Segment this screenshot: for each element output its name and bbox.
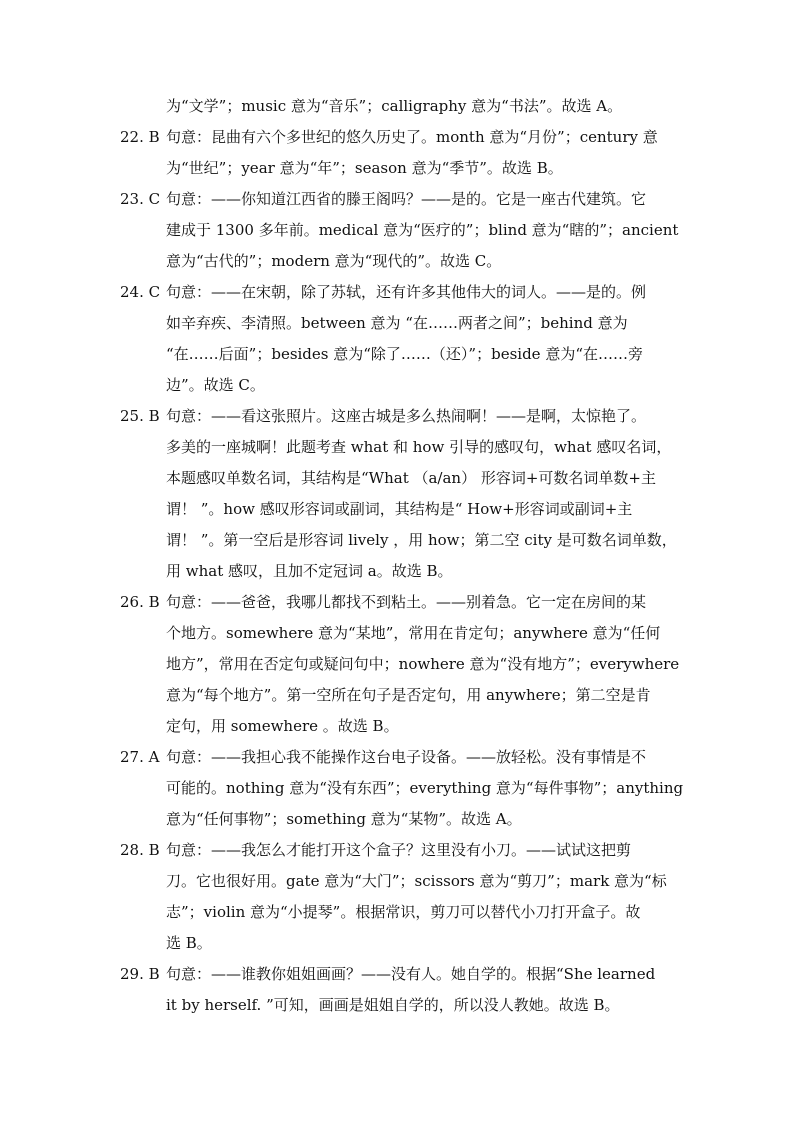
answer-explanations [120,91,684,1021]
answer-line-text: 谓！ ”。第一空后是形容词 lively ，用 how；第二空 city 是可数名词单数， [166,531,677,549]
answer-line-text: 志”；violin 意为“小提琴”。根据常识，剪刀可以替代小刀打开盒子。故 [166,903,641,921]
answer-item [120,587,680,742]
answer-line-text: 用 what 感叹，且加不定冠词 a。故选 B。 [166,562,453,580]
answer-number: 22. B [120,128,160,146]
answer-number: 24. C [120,283,161,301]
answer-line-text: 意为“任何事物”；something 意为“某物”。故选 A。 [166,810,522,828]
answer-line [120,990,680,1021]
answer-line [120,680,680,711]
answer-line [120,308,680,339]
answer-line-text: 地方”，常用在否定句或疑问句中；nowhere 意为“没有地方”；everywhere [166,655,680,673]
answer-number: 23. C [120,190,161,208]
answer-line-text: 句意：——在宋朝，除了苏轼，还有许多其他伟大的词人。——是的。例 [166,283,647,301]
answer-number: 25. B [120,407,160,425]
answer-line [120,494,680,525]
answer-line-text: 句意：——爸爸，我哪儿都找不到粘土。——别着急。它一定在房间的某 [166,593,647,611]
answer-line-text: 多美的一座城啊！此题考查 what 和 how 引导的感叹句，what 感叹名词， [166,438,672,456]
answer-line [120,246,680,277]
answer-line [120,587,680,618]
answer-number: 26. B [120,593,160,611]
intro-line-text: 为“文学”；music 意为“音乐”；calligraphy 意为“书法”。故选 A。 [166,97,623,115]
answer-line [120,804,680,835]
answer-line [120,773,684,804]
answer-line-text: 句意：——谁教你姐姐画画？——没有人。她自学的。根据“She learned [166,965,656,983]
answer-line [120,897,680,928]
answer-line [120,339,680,370]
answer-item [120,835,680,959]
answer-item [120,277,680,401]
intro-line [120,91,680,122]
answer-line-text: it by herself. ”可知，画画是姐姐自学的，所以没人教她。故选 B。 [166,996,620,1014]
answer-line-text: 句意：——你知道江西省的滕王阁吗？——是的。它是一座古代建筑。它 [166,190,647,208]
answer-line-text: 意为“每个地方”。第一空所在句子是否定句，用 anywhere；第二空是肯 [166,686,651,704]
answer-line [120,401,680,432]
answer-line [120,928,680,959]
answer-line-text: 本题感叹单数名词，其结构是“What （a/an） 形容词+可数名词单数+主 [166,469,656,487]
answer-number: 27. A [120,748,160,766]
answer-line [120,463,680,494]
answer-line-text: 选 B。 [166,934,212,952]
answer-line-text: 定句，用 somewhere 。故选 B。 [166,717,399,735]
answer-line [120,711,680,742]
answer-line [120,556,680,587]
answer-line [120,153,680,184]
answer-item [120,401,680,587]
answer-line-text: 句意：——我担心我不能操作这台电子设备。——放轻松。没有事情是不 [166,748,647,766]
answer-line [120,277,680,308]
answer-line [120,866,680,897]
answer-line [120,432,680,463]
answer-line [120,742,680,773]
answer-line-text: 谓！ ”。how 感叹形容词或副词，其结构是“ How+形容词或副词+主 [166,500,633,518]
answer-line-text: 如辛弃疾、李清照。between 意为 “在……两者之间”；behind 意为 [166,314,628,332]
answer-line-text: 个地方。somewhere 意为“某地”，常用在肯定句；anywhere 意为“任何 [166,624,661,642]
answer-line-text: “在……后面”；besides 意为“除了……（还）”；beside 意为“在……旁 [166,345,643,363]
answer-line-text: 句意：——看这张照片。这座古城是多么热闹啊！——是啊，太惊艳了。 [166,407,647,425]
answer-item [120,122,680,184]
answer-line-text: 刀。它也很好用。gate 意为“大门”；scissors 意为“剪刀”；mark 意为“标 [166,872,667,890]
answer-item [120,742,684,835]
answer-line-text: 句意：——我怎么才能打开这个盒子？这里没有小刀。——试试这把剪 [166,841,632,859]
answer-line [120,184,680,215]
answer-line [120,525,680,556]
answer-item [120,184,680,277]
answer-line-text: 建成于 1300 多年前。medical 意为“医疗的”；blind 意为“瞎的”；ancient [166,221,679,239]
answer-line [120,618,680,649]
answer-line [120,835,680,866]
answer-line-text: 为“世纪”；year 意为“年”；season 意为“季节”。故选 B。 [166,159,563,177]
answer-number: 29. B [120,965,160,983]
answer-line-text: 意为“古代的”；modern 意为“现代的”。故选 C。 [166,252,502,270]
answer-item [120,959,680,1021]
answer-line [120,215,680,246]
answer-line [120,370,680,401]
answer-line-text: 可能的。nothing 意为“没有东西”；everything 意为“每件事物”；anything [166,779,684,797]
answer-line [120,649,680,680]
answer-line [120,959,680,990]
answer-number: 28. B [120,841,160,859]
answer-line-text: 句意：昆曲有六个多世纪的悠久历史了。month 意为“月份”；century 意 [166,128,658,146]
answer-line-text: 边”。故选 C。 [166,376,265,394]
answer-line [120,122,680,153]
